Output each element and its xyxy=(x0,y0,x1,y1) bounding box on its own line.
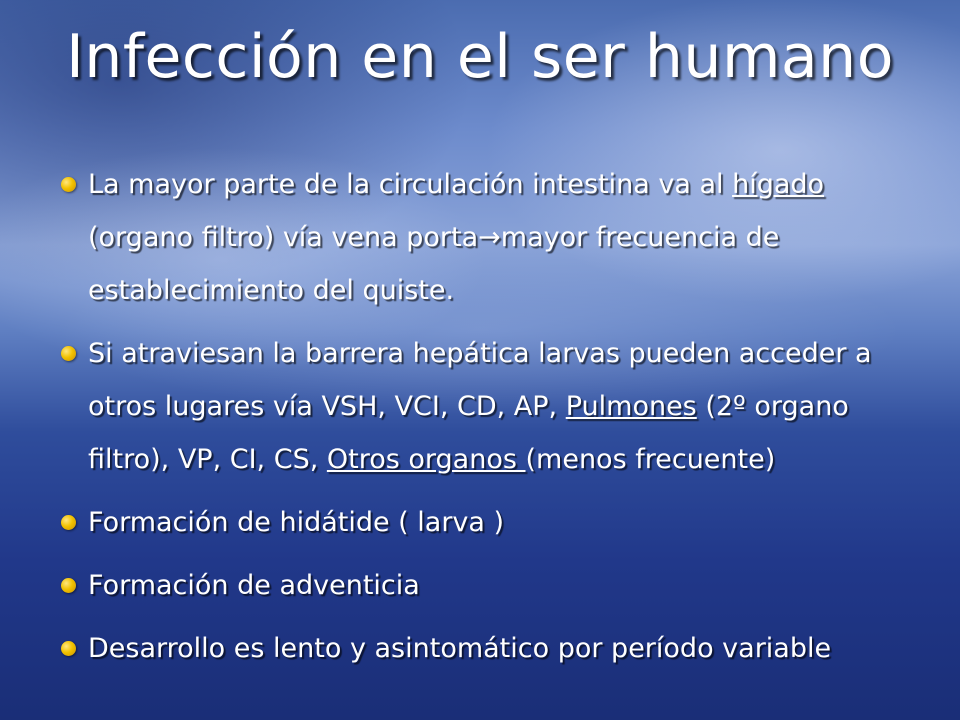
bullet-1-text-d: mayor frecuencia de establecimiento del quiste. xyxy=(88,222,780,306)
bullet-2-underlined-otros-organos: Otros organos xyxy=(326,444,526,475)
bullet-1-text-c: (organo filtro) vía vena porta xyxy=(88,222,479,253)
bullet-2-text-c: (2º organo filtro), VP, CI, CS, xyxy=(88,391,849,475)
bullet-dot-icon xyxy=(61,177,76,192)
bullet-1-text-a: La mayor parte de la circulación intestina va al xyxy=(88,169,733,200)
bullet-5-text: Desarrollo es lento y asintomático por período variable xyxy=(88,633,832,664)
bullet-dot-icon xyxy=(61,515,76,530)
bullet-2-underlined-pulmones: Pulmones xyxy=(565,391,697,422)
slide-title: Infección en el ser humano xyxy=(66,22,894,92)
bullet-dot-icon xyxy=(61,578,76,593)
bullet-item-4 xyxy=(58,559,918,612)
bullet-dot-icon xyxy=(61,346,76,361)
bullet-1-underlined-higado: hígado xyxy=(732,169,825,200)
bullet-item-1 xyxy=(58,158,918,317)
bullet-item-3 xyxy=(58,496,918,549)
bullet-list xyxy=(58,158,918,685)
right-arrow-icon: → xyxy=(478,222,501,253)
bullet-dot-icon xyxy=(61,641,76,656)
bullet-2-text-e: (menos frecuente) xyxy=(525,444,776,475)
bullet-2-text-a: Si atraviesan la barrera hepática larvas pueden acceder a otros lugares vía VSH, VCI, CD, AP, xyxy=(88,338,872,422)
bullet-3-text: Formación de hidátide ( larva ) xyxy=(88,507,505,538)
bullet-item-5 xyxy=(58,622,918,675)
bullet-item-2 xyxy=(58,327,918,486)
bullet-4-text: Formación de adventicia xyxy=(88,570,420,601)
